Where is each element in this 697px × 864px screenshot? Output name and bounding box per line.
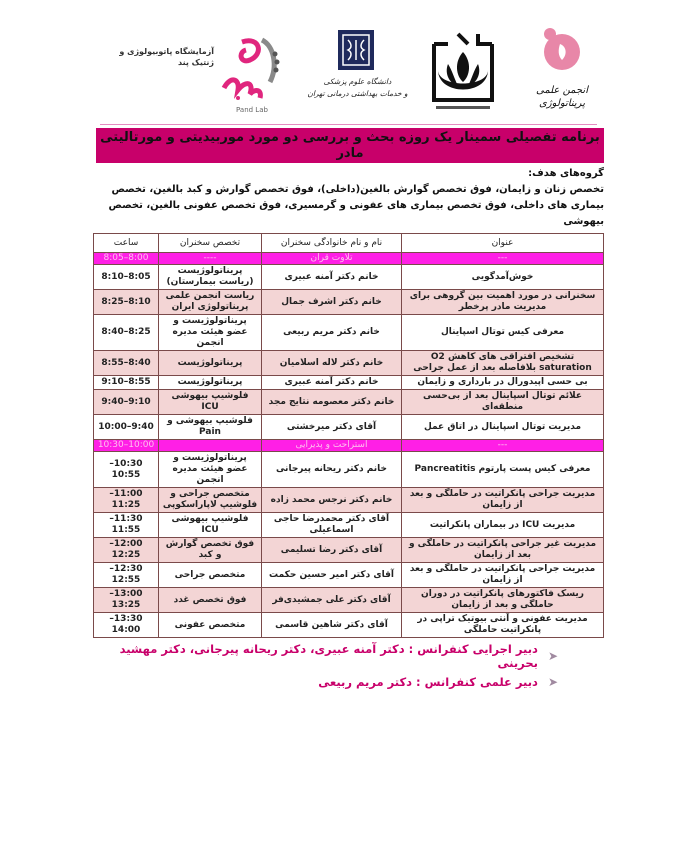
speaker-name: خانم دکتر نرجس محمد زاده [262, 488, 402, 513]
session-time: 10:30–10:55 [94, 452, 159, 488]
session-title: مدیریت توتال اسپاینال در اتاق عمل [402, 415, 604, 440]
session-time: 13:30–14:00 [94, 613, 159, 638]
speaker-specialty: فلوشیپ بیهوشی ICU [159, 390, 262, 415]
speaker-name: خانم دکتر لاله اسلامیان [262, 351, 402, 376]
session-time: 8:40–8:55 [94, 351, 159, 376]
speaker-name: آقای دکتر علی جمشیدی‌فر [262, 588, 402, 613]
session-title: معرفی کیس پست پارتوم Pancreatitis [402, 452, 604, 488]
table-row [94, 415, 604, 440]
speaker-name: آقای دکتر محمدرضا حاجی اسماعیلی [262, 513, 402, 538]
speaker-specialty [159, 440, 262, 452]
speaker-specialty: فلوشیپ بیهوشی و Pain [159, 415, 262, 440]
speaker-specialty: پریناتولوژیست و عضو هیئت مدیره انجمن [159, 452, 262, 488]
speaker-specialty: پریناتولوژیست [159, 351, 262, 376]
session-time: 11:00–11:25 [94, 488, 159, 513]
conference-secretaries [93, 642, 598, 694]
speaker-name: آقای دکتر امیر حسین حکمت [262, 563, 402, 588]
session-time: 12:30–12:55 [94, 563, 159, 588]
university-name-line2: و خدمات بهداشتی درمانی تهران [307, 89, 408, 98]
page-title: برنامه تفصیلی سمینار یک روزه بحث و بررسی دو مورد موربیدیتی و مورتالیتی مادر [100, 129, 600, 161]
table-row [94, 613, 604, 638]
page-content [93, 128, 604, 694]
speaker-specialty: ریاست انجمن علمی پریناتولوژی ایران [159, 290, 262, 315]
session-time: 9:40–10:00 [94, 415, 159, 440]
session-title: علائم توتال اسپاینال بعد از بی‌حسی منطقه‌ای [402, 390, 604, 415]
session-title: ریسک فاکتورهای پانکراتیت در دوران حاملگی و بعد از زایمان [402, 588, 604, 613]
speaker-name: آقای دکتر میرخشتی [262, 415, 402, 440]
table-row [94, 351, 604, 376]
session-title: تشخیص افتراقی های کاهش O2 saturation بلافاصله بعد از عمل جراحی [402, 351, 604, 376]
speaker-specialty: فوق تخصص غدد [159, 588, 262, 613]
table-row [94, 290, 604, 315]
executive-secretary: دبیر اجرایی کنفرانس : دکتر آمنه عبیری، دکتر ریحانه پیرجانی، دکتر مهشید بحرینی [119, 642, 538, 670]
table-header-row [94, 234, 604, 253]
perinatology-association-logo [512, 26, 612, 124]
speaker-name: خانم دکتر اشرف جمال [262, 290, 402, 315]
speaker-specialty: متخصص جراحی و فلوشیپ لاپاراسکوپی [159, 488, 262, 513]
session-time: 8:00–8:05 [94, 253, 159, 265]
table-row [94, 315, 604, 351]
speaker-specialty: متخصص جراحی [159, 563, 262, 588]
table-row [94, 452, 604, 488]
arrowhead-bullet-icon: ➤ [547, 649, 558, 663]
table-row [94, 563, 604, 588]
arrowhead-bullet-icon: ➤ [547, 675, 558, 689]
session-time: 13:00–13:25 [94, 588, 159, 613]
speaker-name: آقای دکتر رضا تسلیمی [262, 538, 402, 563]
pand-lab-logo [96, 28, 291, 120]
speaker-name: خانم دکتر معصومه نتایج مجد [262, 390, 402, 415]
speaker-name: تلاوت قرآن [262, 253, 402, 265]
target-groups-text: تخصص زنان و زایمان، فوق تخصص گوارش بالغین(داخلی)، فوق تخصص گوارش و کبد بالغین، تخصص بیماری های داخلی، فوق تخصص بیماری های عفونی و گرمسیری، فوق تخصص عفونی بالغین، تخصص بیهوشی [108, 184, 604, 227]
speaker-name: خانم دکتر ریحانه پیرجانی [262, 452, 402, 488]
speaker-name: خانم دکتر آمنه عبیری [262, 265, 402, 290]
session-time: 8:05–8:10 [94, 265, 159, 290]
speaker-specialty: پریناتولوژیست (ریاست بیمارستان) [159, 265, 262, 290]
header-name: نام و نام خانوادگی سخنران [262, 234, 402, 253]
pand-lab-mark-icon [220, 32, 280, 102]
speaker-specialty: متخصص عفونی [159, 613, 262, 638]
header-time: ساعت [94, 234, 159, 253]
speaker-specialty: پریناتولوژیست [159, 376, 262, 390]
session-time: 12:00–12:25 [94, 538, 159, 563]
header-divider [100, 124, 597, 125]
schedule-table [93, 233, 604, 638]
session-title: مدیریت جراحی پانکراتیت در حاملگی و بعد از زایمان [402, 563, 604, 588]
logo-strip [0, 0, 697, 125]
table-row [94, 390, 604, 415]
speaker-name: خانم دکتر آمنه عبیری [262, 376, 402, 390]
university-name-line1: دانشگاه علوم پزشکی [323, 77, 392, 86]
pand-lab-subtitle: Pand Lab [236, 106, 268, 114]
session-time: 8:10–8:25 [94, 290, 159, 315]
session-title: سخنرانی در مورد اهمیت بین گروهی برای مدیریت مادر پرخطر [402, 290, 604, 315]
session-title: خوش‌آمدگویی [402, 265, 604, 290]
table-row [94, 376, 604, 390]
session-title: --- [402, 440, 604, 452]
table-row [94, 265, 604, 290]
shield-emblem-icon [428, 30, 498, 120]
session-title: مدیریت غیر جراحی پانکراتیت در حاملگی و بعد از زایمان [402, 538, 604, 563]
target-groups [96, 166, 604, 230]
table-row [94, 588, 604, 613]
title-band [96, 128, 604, 163]
session-title: مدیریت جراحی پانکراتیت در حاملگی و بعد از زایمان [402, 488, 604, 513]
session-time: 8:55–9:10 [94, 376, 159, 390]
speaker-name: استراحت و پذیرایی [262, 440, 402, 452]
session-title: بی حسی اپیدورال در بارداری و زایمان [402, 376, 604, 390]
table-row [94, 538, 604, 563]
executive-secretary-line [93, 642, 558, 670]
university-emblem-icon [338, 30, 374, 70]
speaker-specialty: فوق تخصص گوارش و کبد [159, 538, 262, 563]
table-row [94, 513, 604, 538]
session-time: 9:10–9:40 [94, 390, 159, 415]
speaker-name: خانم دکتر مریم ربیعی [262, 315, 402, 351]
header-specialty: تخصص سخنران [159, 234, 262, 253]
tehran-university-logo [300, 28, 415, 123]
scientific-secretary-line [93, 670, 558, 694]
break-row [94, 253, 604, 265]
association-name: انجمن علمی پریناتولوژی [536, 85, 588, 109]
university-name [300, 76, 415, 100]
pand-lab-tagline: آزمایشگاه پاتوبیولوژی و ژنتیک پند [119, 47, 214, 67]
speaker-name: آقای دکتر شاهین قاسمی [262, 613, 402, 638]
mother-child-icon [512, 26, 612, 76]
speaker-specialty: پریناتولوژیست و عضو هیئت مدیره انجمن [159, 315, 262, 351]
session-time: 10:00–10:30 [94, 440, 159, 452]
session-title: مدیریت ICU در بیماران پانکراتیت [402, 513, 604, 538]
target-groups-label: گروه‌های هدف: [528, 168, 604, 179]
speaker-specialty: ---- [159, 253, 262, 265]
scientific-secretary: دبیر علمی کنفرانس : دکتر مریم ربیعی [318, 675, 538, 689]
session-title: معرفی کیس توتال اسپاینال [402, 315, 604, 351]
speaker-specialty: فلوشیپ بیهوشی ICU [159, 513, 262, 538]
break-row [94, 440, 604, 452]
session-time: 8:25–8:40 [94, 315, 159, 351]
schedule-body [94, 253, 604, 638]
session-title: --- [402, 253, 604, 265]
table-row [94, 488, 604, 513]
session-time: 11:30–11:55 [94, 513, 159, 538]
session-title: مدیریت عفونی و آنتی بیوتیک تراپی در پانکراتیت حاملگی [402, 613, 604, 638]
header-title: عنوان [402, 234, 604, 253]
